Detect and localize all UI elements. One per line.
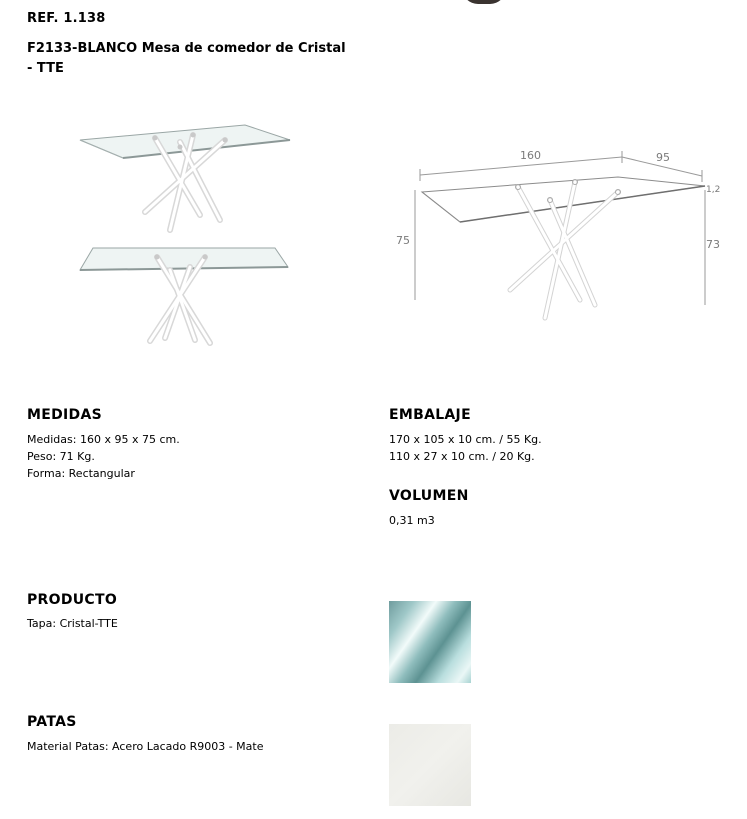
reference-code: REF. 1.138	[27, 11, 106, 26]
medidas-line: Peso: 71 Kg.	[27, 450, 95, 463]
volumen-value: 0,31 m3	[389, 514, 435, 527]
product-image-front	[75, 245, 295, 350]
dim-height-leg: 73	[706, 238, 720, 251]
decorative-dark-shape	[462, 0, 506, 4]
dim-depth: 95	[656, 151, 670, 164]
medidas-heading: MEDIDAS	[27, 407, 102, 423]
dim-height-total: 75	[396, 234, 410, 247]
medidas-details	[27, 431, 180, 482]
technical-drawing	[390, 140, 730, 330]
volumen-heading: VOLUMEN	[389, 488, 469, 504]
embalaje-details	[389, 431, 542, 465]
embalaje-line: 170 x 105 x 10 cm. / 55 Kg.	[389, 433, 542, 446]
patas-value: Material Patas: Acero Lacado R9003 - Mate	[27, 740, 264, 753]
product-title: F2133-BLANCO Mesa de comedor de Cristal - TTE	[27, 41, 346, 76]
medidas-line: Medidas: 160 x 95 x 75 cm.	[27, 433, 180, 446]
embalaje-line: 110 x 27 x 10 cm. / 20 Kg.	[389, 450, 535, 463]
glass-material-swatch	[389, 601, 471, 683]
producto-heading: PRODUCTO	[27, 592, 118, 608]
medidas-line: Forma: Rectangular	[27, 467, 135, 480]
dim-length: 160	[520, 149, 541, 162]
leg-material-swatch	[389, 724, 471, 806]
product-image-perspective	[75, 120, 295, 240]
embalaje-heading: EMBALAJE	[389, 407, 471, 423]
patas-heading: PATAS	[27, 714, 77, 730]
producto-value: Tapa: Cristal-TTE	[27, 617, 118, 630]
dim-thickness: 1,2	[706, 185, 721, 195]
